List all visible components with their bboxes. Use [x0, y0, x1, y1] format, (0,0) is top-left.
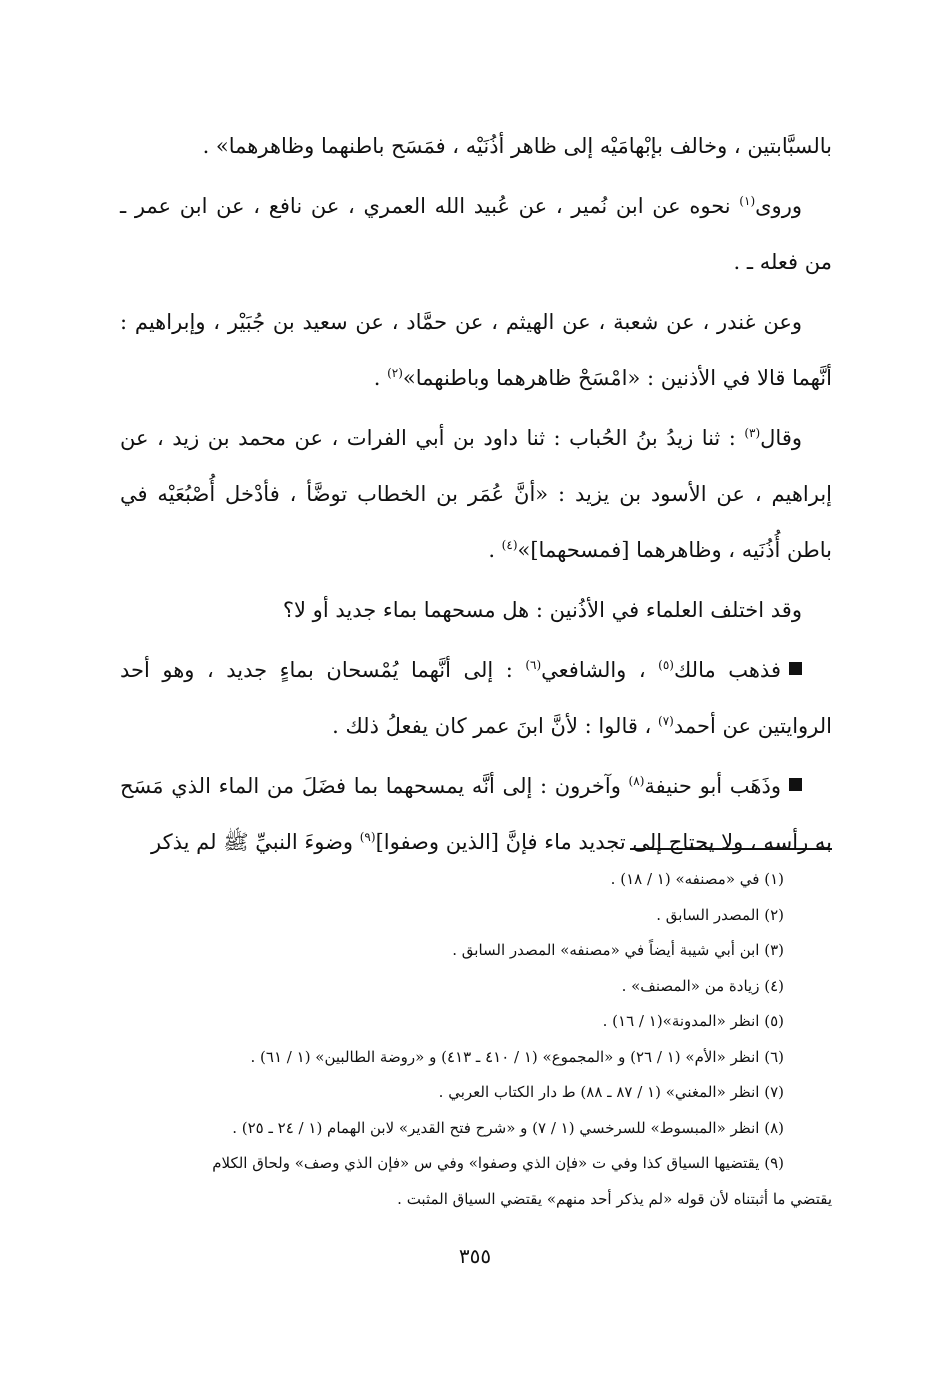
- footnote-3: (٣) ابن أبي شيبة أيضاً في «مصنفه» المصدر السابق .: [452, 941, 784, 959]
- page-number: ٣٥٥: [458, 1244, 492, 1268]
- paragraph-3-text-start: وعن غندر ، عن شعبة ، عن الهيثم ، عن حمَّاد ، عن سعيد بن جُبَيْر ، وإبراهيم : أنَّهما قالا في الأذنين : «امْسَحْ ظاهرهما وباطنهما»: [120, 310, 832, 390]
- footnote-ref-6[interactable]: (٦): [525, 658, 542, 672]
- paragraph-3: [120, 294, 832, 406]
- paragraph-7-text-c: وضوءَ النبيِّ ﷺ لم يذكر: [151, 830, 360, 854]
- paragraph-4-text-start: وقال: [760, 426, 802, 450]
- footnote-2: (٢) المصدر السابق .: [656, 905, 784, 924]
- paragraph-6-text-a: فذهب مالك: [673, 658, 781, 682]
- footnote-ref-9[interactable]: (٩): [359, 830, 376, 844]
- footnote-1: (١) في «مصنفه» (١ / ١٨) .: [610, 870, 784, 888]
- footnote-ref-8[interactable]: (٨): [628, 774, 645, 788]
- footnote-ref-2[interactable]: (٢): [387, 366, 403, 380]
- footnote-5: (٥) انظر «المدونة»(١ / ١٦) .: [602, 1012, 784, 1030]
- footnote-separator: [630, 848, 832, 850]
- footnote-7: (٧) انظر «المغني» (١ / ٨٧ ـ ٨٨) ط دار الكتاب العربي .: [438, 1083, 784, 1101]
- paragraph-6-text-c: : إلى أنَّهما يُمْسحان بماءٍ جديد ، وهو أحد الروايتين عن أحمد: [120, 658, 832, 738]
- paragraph-6-text-d: ، قالوا : لأنَّ ابنَ عمر كان يفعلُ ذلك .: [332, 714, 659, 738]
- footnote-8: (٨) انظر «المبسوط» للسرخسي (١ / ٧) و «شرح فتح القدير» لابن الهمام (١ / ٢٤ ـ ٢٥) .: [232, 1118, 784, 1137]
- paragraph-4-text-end: .: [488, 538, 502, 562]
- paragraph-2: [120, 178, 832, 290]
- paragraph-6-text-b: ، والشافعي: [541, 658, 659, 682]
- paragraph-2-text-start: وروى: [755, 194, 802, 218]
- footnote-4: (٤) زيادة من «المصنف» .: [621, 976, 784, 995]
- paragraph-1-text: بالسبَّابتين ، وخالف بإبْهامَيْه إلى ظاهر أذُنَيْه ، فمَسَح باطنهما وظاهرهما» .: [202, 134, 832, 158]
- square-bullet-icon: [789, 662, 802, 675]
- paragraph-5: [120, 582, 832, 638]
- paragraph-6: [120, 642, 832, 754]
- square-bullet-icon: [789, 778, 802, 791]
- footnote-9: (٩) يقتضيها السياق كذا وفي ت «فإن الذي وصفوا» وفي س «فإن الذي وصف» ولحاق الكلام: [212, 1154, 784, 1172]
- paragraph-5-text: وقد اختلف العلماء في الأذُنين : هل مسحهما بماء جديد أو لا؟: [282, 598, 802, 622]
- paragraph-7-text-a: وذَهَب أبو حنيفة: [644, 774, 781, 798]
- footnote-ref-3[interactable]: (٣): [744, 426, 761, 440]
- paragraph-4-text-middle: : ثنا زيدُ بنُ الحُباب : ثنا داود بن أبي الفرات ، عن محمد بن زيد ، عن إبراهيم ، عن الأسود بن يزيد : «أنَّ عُمَر بن الخطاب توضَّأ ، فأدْخل أُصْبُعَيْه في باطن أُذُنَيه ، وظاهرهما [فمسحهما]»: [120, 426, 832, 562]
- paragraph-1: [120, 118, 832, 174]
- footnote-6: (٦) انظر «الأم» (١ / ٢٦) و «المجموع» (١ / ٤١٠ ـ ٤١٣) و «روضة الطالبين» (١ / ٦١) .: [250, 1047, 784, 1066]
- footnotes: [120, 862, 832, 1217]
- footnote-ref-7[interactable]: (٧): [658, 714, 674, 728]
- footnote-9-continuation: يقتضي ما أثبتناه لأن قوله «لم يذكر أحد منهم» يقتضي السياق المثبت .: [397, 1189, 832, 1208]
- footnote-ref-5[interactable]: (٥): [658, 658, 674, 672]
- paragraph-3-text-end: .: [373, 366, 388, 390]
- footnote-ref-4[interactable]: (٤): [501, 538, 518, 552]
- paragraph-7: [120, 758, 832, 870]
- paragraph-7-text-b: وآخرون : إلى أنَّه يمسحهما بما فضَلَ من الماء الذي مَسَح به رأسه ، ولا يحتاج إلى تجديد ماء فإنَّ [الذين وصفوا]: [120, 774, 832, 854]
- main-text: [120, 118, 832, 874]
- paragraph-4: [120, 410, 832, 578]
- paragraph-2-text-end: نحوه عن ابن نُمير ، عن عُبيد الله العمري ، عن نافع ، عن ابن عمر ـ من فعله ـ .: [120, 194, 832, 274]
- footnote-ref-1[interactable]: (١): [739, 194, 756, 208]
